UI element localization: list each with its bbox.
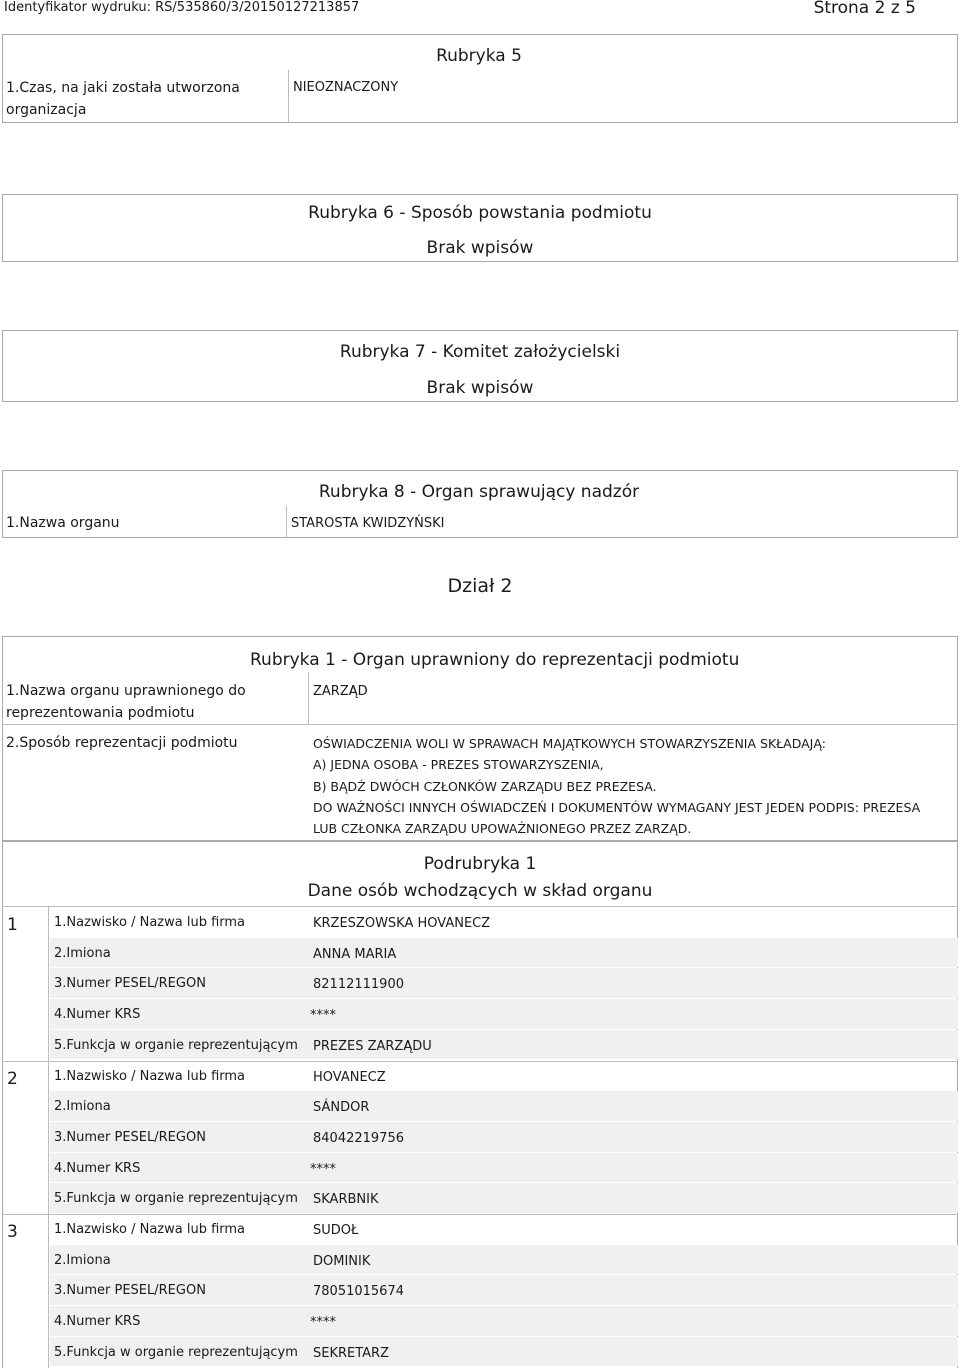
- rubryka-5-label-line1: 1.Czas, na jaki została utworzona: [6, 80, 240, 96]
- rubryka-8-title: Rubryka 8 - Organ sprawujący nadzór: [318, 482, 640, 502]
- rubryka-1-title: Rubryka 1 - Organ uprawniony do reprezentacji podmiotu: [250, 650, 740, 670]
- sposob-line-5: LUB CZŁONKA ZARZĄDU UPOWAŻNIONEGO PRZEZ ZARZĄD.: [313, 821, 692, 836]
- dzial-2-title: Dział 2: [447, 575, 513, 597]
- person-field-label: 4.Numer KRS: [54, 1160, 141, 1176]
- page-number: Strona 2 z 5: [813, 0, 916, 18]
- rubryka-6-title: Rubryka 6 - Sposób powstania podmiotu: [308, 203, 652, 223]
- rubryka-8-box: [2, 470, 958, 538]
- person-field-label: 5.Funkcja w organie reprezentującym: [54, 1191, 298, 1207]
- person-field-label: 3.Numer PESEL/REGON: [54, 1129, 206, 1145]
- rubryka-8-value: STAROSTA KWIDZYŃSKI: [291, 516, 445, 531]
- sposob-line-3: B) BĄDŹ DWÓCH CZŁONKÓW ZARZĄDU BEZ PREZESA.: [313, 779, 657, 794]
- person-field-value: PREZES ZARZĄDU: [313, 1038, 432, 1054]
- rubryka-7-value: Brak wpisów: [426, 378, 534, 398]
- person-field-value: HOVANECZ: [313, 1069, 386, 1085]
- person-field-value: 82112111900: [313, 977, 404, 993]
- rubryka-7-title: Rubryka 7 - Komitet założycielski: [339, 342, 621, 362]
- row-background: [50, 1153, 958, 1183]
- person-field-value: ANNA MARIA: [313, 946, 397, 962]
- rubryka-5-title: Rubryka 5: [436, 46, 522, 66]
- person-field-value: DOMINIK: [313, 1253, 371, 1269]
- sposob-line-2: A) JEDNA OSOBA - PREZES STOWARZYSZENIA,: [313, 757, 604, 772]
- podrubryka-1-title: Podrubryka 1: [423, 854, 537, 874]
- person-index: 2: [7, 1068, 18, 1089]
- person-field-label: 3.Numer PESEL/REGON: [54, 1283, 206, 1299]
- rubryka-6-value: Brak wpisów: [426, 238, 534, 258]
- rubryka-5-value: NIEOZNACZONY: [293, 80, 399, 95]
- sposob-line-1: OŚWIADCZENIA WOLI W SPRAWACH MAJĄTKOWYCH STOWARZYSZENIA SKŁADAJĄ:: [313, 736, 826, 751]
- person-field-value: 78051015674: [313, 1284, 404, 1300]
- person-field-value: ****: [310, 1315, 336, 1331]
- person-field-label: 4.Numer KRS: [54, 1007, 141, 1023]
- person-field-label: 2.Imiona: [54, 1252, 111, 1268]
- organ-label-line2: reprezentowania podmiotu: [6, 705, 195, 721]
- person-field-value: SEKRETARZ: [313, 1345, 390, 1361]
- person-field-value: SKARBNIK: [313, 1192, 379, 1208]
- person-field-label: 3.Numer PESEL/REGON: [54, 976, 206, 992]
- person-index: 3: [7, 1222, 18, 1242]
- row-background: [50, 1245, 958, 1275]
- person-field-value: SÁNDOR: [313, 1100, 370, 1116]
- row-background: [50, 938, 958, 968]
- person-field-value: SUDOŁ: [313, 1223, 359, 1238]
- organ-value: ZARZĄD: [313, 684, 368, 699]
- person-field-label: 2.Imiona: [54, 1099, 111, 1115]
- podrubryka-1-subtitle: Dane osób wchodzących w skład organu: [307, 881, 653, 901]
- person-field-label: 1.Nazwisko / Nazwa lub firma: [54, 915, 246, 930]
- sposob-label: 2.Sposób reprezentacji podmiotu: [6, 735, 238, 751]
- person-field-value: ****: [310, 1008, 336, 1024]
- person-field-value: ****: [310, 1161, 336, 1177]
- person-field-label: 4.Numer KRS: [54, 1314, 141, 1330]
- row-background: [50, 999, 958, 1029]
- rubryka-5-label-line2: organizacja: [6, 102, 87, 118]
- person-field-label: 1.Nazwisko / Nazwa lub firma: [54, 1068, 246, 1084]
- organ-label-line1: 1.Nazwa organu uprawnionego do: [6, 683, 246, 699]
- person-field-label: 2.Imiona: [54, 945, 111, 961]
- print-identifier: Identyfikator wydruku: RS/535860/3/20150127213857: [4, 0, 360, 15]
- row-background: [50, 1306, 958, 1336]
- person-field-label: 5.Funkcja w organie reprezentującym: [54, 1037, 298, 1053]
- person-field-value: 84042219756: [313, 1130, 404, 1146]
- person-index: 1: [7, 915, 18, 935]
- row-background: [50, 1091, 958, 1121]
- rubryka-8-label: 1.Nazwa organu: [6, 515, 120, 531]
- person-field-label: 5.Funkcja w organie reprezentującym: [54, 1344, 298, 1360]
- sposob-line-4: DO WAŻNOŚCI INNYCH OŚWIADCZEŃ I DOKUMENTÓW WYMAGANY JEST JEDEN PODPIS: PREZESA: [313, 800, 921, 815]
- person-field-value: KRZESZOWSKA HOVANECZ: [313, 916, 491, 931]
- person-field-label: 1.Nazwisko / Nazwa lub firma: [54, 1222, 246, 1237]
